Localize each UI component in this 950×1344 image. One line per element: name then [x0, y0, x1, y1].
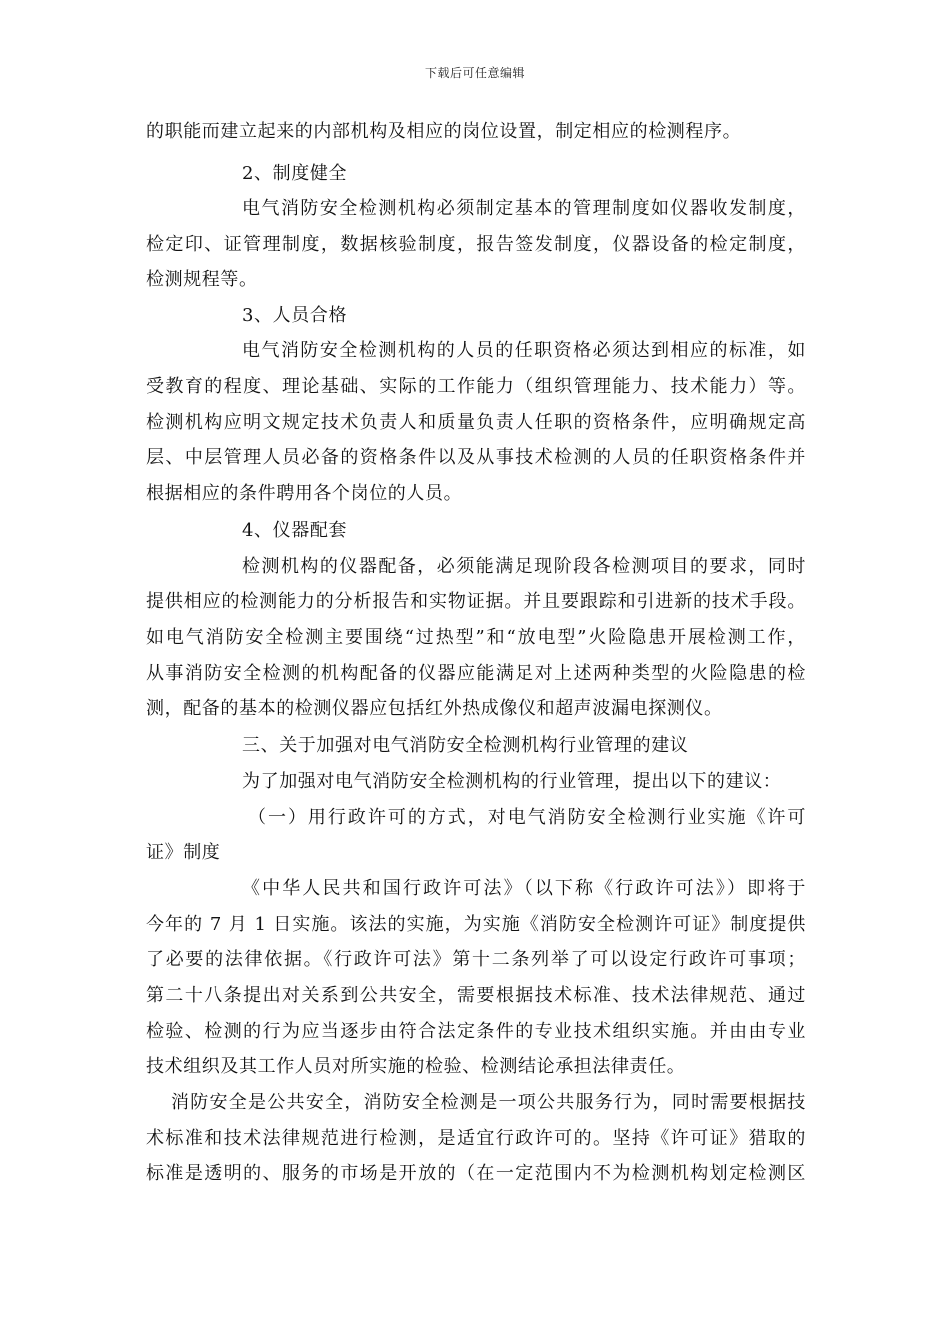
- body-line: 的职能而建立起来的内部机构及相应的岗位设置，制定相应的检测程序。: [146, 121, 742, 142]
- body-line: 检测规程等。: [146, 269, 258, 290]
- body-line: 技术组织及其工作人员对所实施的检验、检测结论承担法律责任。: [146, 1056, 686, 1077]
- subsection-heading-cont: 证》制度: [146, 842, 221, 863]
- body-line: 从事消防安全检测的机构配备的仪器应能满足对上述两种类型的火险隐患的检: [146, 663, 806, 684]
- section-heading: 2、制度健全: [242, 163, 348, 184]
- body-line: 受教育的程度、理论基础、实际的工作能力（组织管理能力、技术能力）等。: [146, 376, 806, 397]
- body-line: 层、中层管理人员必备的资格条件以及从事技术检测的人员的任职资格条件并: [146, 447, 806, 468]
- body-line: 标准是透明的、服务的市场是开放的（在一定范围内不为检测机构划定检测区: [146, 1163, 806, 1184]
- body-line: 检验、检测的行为应当逐步由符合法定条件的专业技术组织实施。并由由专业: [146, 1021, 806, 1042]
- body-line: 如电气消防安全检测主要围绕“过热型”和“放电型”火险隐患开展检测工作，: [146, 627, 806, 648]
- body-line: 电气消防安全检测机构的人员的任职资格必须达到相应的标准，如: [242, 340, 806, 361]
- body-line: 了必要的法律依据。《行政许可法》第十二条列举了可以设定行政许可事项；: [146, 949, 806, 970]
- body-line: 第二十八条提出对关系到公共安全，需要根据技术标准、技术法律规范、通过: [146, 985, 806, 1006]
- section-heading: 三、关于加强对电气消防安全检测机构行业管理的建议: [242, 735, 689, 756]
- body-line: 消防安全是公共安全，消防安全检测是一项公共服务行为，同时需要根据技: [171, 1092, 806, 1113]
- section-heading: 4、仪器配套: [242, 520, 348, 541]
- body-line: 术标准和技术法律规范进行检测，是适宜行政许可的。坚持《许可证》猎取的: [146, 1128, 806, 1149]
- body-line: 检测机构应明文规定技术负责人和质量负责人任职的资格条件，应明确规定高: [146, 412, 806, 433]
- body-line: 《中华人民共和国行政许可法》（以下称《行政许可法》）即将于: [242, 878, 806, 899]
- body-line: 检定印、证管理制度，数据核验制度，报告签发制度，仪器设备的检定制度，: [146, 234, 806, 255]
- page-header-note: 下载后可任意编辑: [424, 66, 525, 80]
- body-line: 为了加强对电气消防安全检测机构的行业管理，提出以下的建议：: [242, 771, 782, 792]
- body-line: 根据相应的条件聘用各个岗位的人员。: [146, 483, 463, 504]
- section-heading: 3、人员合格: [242, 305, 348, 326]
- body-line: 电气消防安全检测机构必须制定基本的管理制度如仪器收发制度，: [242, 198, 806, 219]
- body-line: 检测机构的仪器配备，必须能满足现阶段各检测项目的要求，同时: [242, 556, 806, 577]
- body-line: 提供相应的检测能力的分析报告和实物证据。并且要跟踪和引进新的技术手段。: [146, 591, 806, 612]
- subsection-heading: （一）用行政许可的方式，对电气消防安全检测行业实施《许可: [248, 807, 806, 828]
- body-line: 测，配备的基本的检测仪器应包括红外热成像仪和超声波漏电探测仪。: [146, 698, 723, 719]
- body-line: 今年的 7 月 1 日实施。该法的实施，为实施《消防安全检测许可证》制度提供: [146, 914, 806, 935]
